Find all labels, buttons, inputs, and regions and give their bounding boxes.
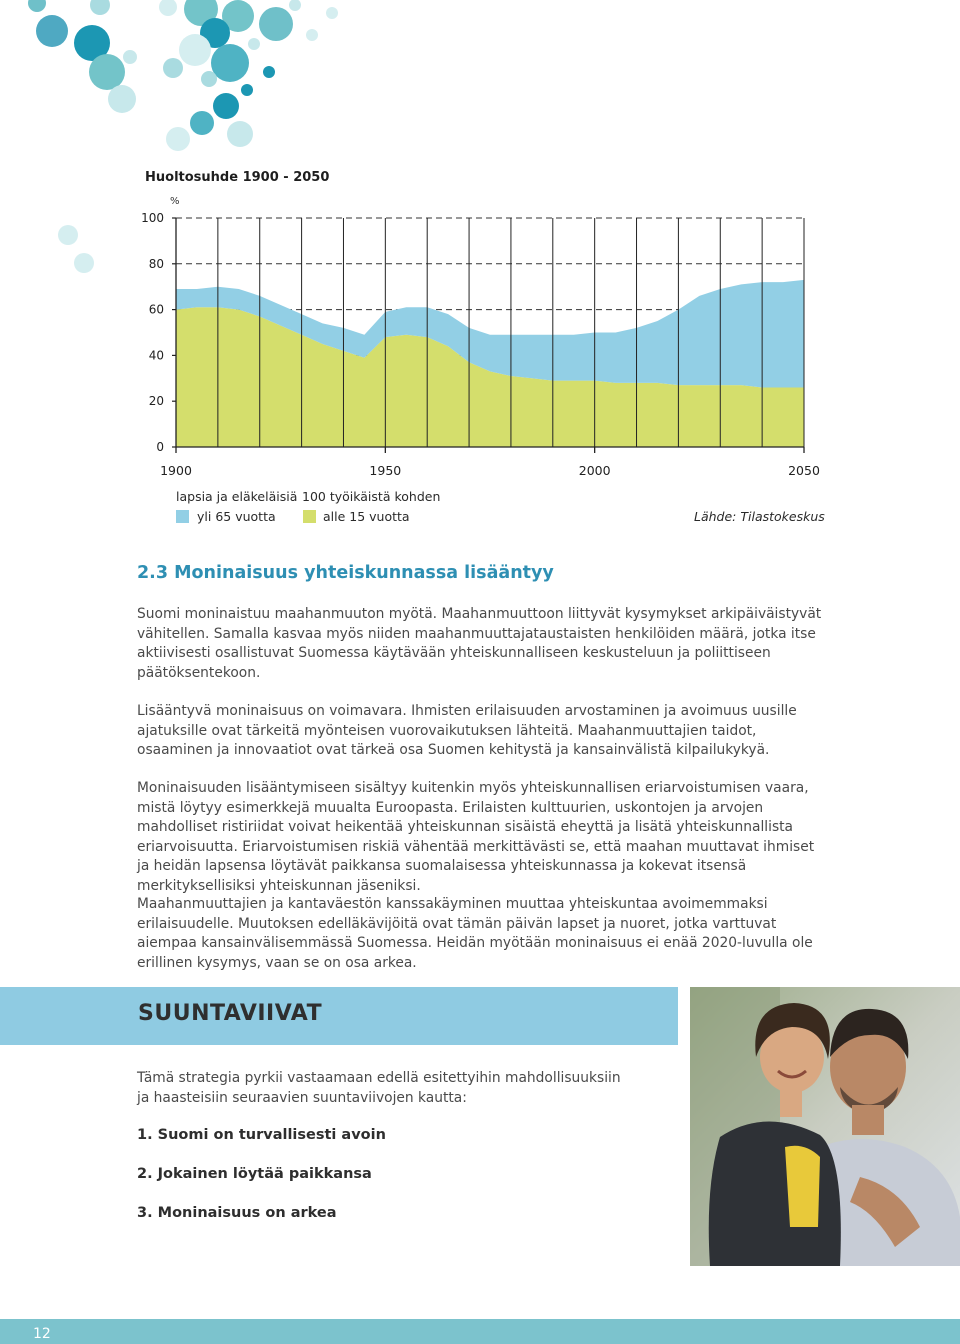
guidelines-intro: Tämä strategia pyrkii vastaamaan edellä esitettyihin mahdollisuuksiin ja haasteisiin seuraavien suuntaviivojen kautta: xyxy=(137,1070,621,1106)
paragraph-4: Maahanmuuttajien ja kantaväestön kanssakäyminen muuttaa yhteiskuntaa avoimemmaksi erilaisuudelle. Muutoksen edelläkävijöitä ovat tämän päivän lapset ja nuoret, jotka varttuvat aiempaa kansainvälisemmässä Suomessa. Heidän myötään moninaisuus ei enää 2020-luvulla ole erillinen kysymys, vaan se on osa arkea. xyxy=(137,896,813,971)
x-tick-label-2050: 2050 xyxy=(788,463,820,478)
photo-illustration xyxy=(690,987,960,1266)
page-number: 12 xyxy=(33,1326,51,1342)
x-tick-label-1900: 1900 xyxy=(160,463,192,478)
legend-swatch-under-15 xyxy=(303,510,316,523)
dependency-ratio-chart xyxy=(138,190,828,490)
footer-bar xyxy=(0,1319,960,1344)
y-tick-label-20: 20 xyxy=(148,394,164,409)
x-tick-label-1950: 1950 xyxy=(369,463,402,478)
legend-label-under-15: alle 15 vuotta xyxy=(323,509,410,524)
guideline-item-2: 2. Jokainen löytää paikkansa xyxy=(137,1166,372,1182)
paragraph-1: Suomi moninaistuu maahanmuuton myötä. Maahanmuuttoon liittyvät kysymykset arkipäiväistyvät vähitellen. Samalla kasvaa myös niiden maahanmuuttajataustaisten henkilöiden määrä, jotka itse aktiivisesti osallistuvat Suomessa käytävään yhteiskunnalliseen keskusteluun ja poliittiseen päätöksentekoon. xyxy=(137,606,822,681)
guideline-item-3: 3. Moninaisuus on arkea xyxy=(137,1205,337,1221)
guidelines-title: SUUNTAVIIVAT xyxy=(138,1001,323,1026)
guidelines-band xyxy=(0,987,678,1045)
chart-source: Lähde: Tilastokeskus xyxy=(694,509,825,524)
legend-heading-1: lapsia ja eläkeläisiä xyxy=(176,489,298,504)
y-tick-label-60: 60 xyxy=(148,302,164,317)
y-tick-label-40: 40 xyxy=(148,348,164,363)
y-axis-unit: % xyxy=(170,196,180,207)
chart-title: Huoltosuhde 1900 - 2050 xyxy=(145,170,330,185)
legend-swatch-over-65 xyxy=(176,510,189,523)
paragraph-3: Moninaisuuden lisääntymiseen sisältyy kuitenkin myös yhteiskunnallisen eriarvoistumisen vaara, mistä löytyy esimerkkejä muualta Euroopasta. Erilaisten kulttuurien, uskontojen ja arvojen mahdolliset ristiriidat voivat heikentää yhteiskunnan sisäistä eheyttä ja lisätä yhteiskunnallista eriarvoisuutta. Eriarvoistumisen riskiä vähentää merkittävästi se, että maahan muuttavat ihmiset ja heidän lapsensa löytävät paikkansa suomalaisessa yhteiskunnassa ja kokevat itsensä merkityksellisiksi yhteiskunnan jäseniksi. xyxy=(137,780,815,894)
paragraph-2: Lisääntyvä moninaisuus on voimavara. Ihmisten erilaisuuden arvostaminen ja avoimuus uusille ajatuksille ovat tärkeitä myönteisen vuorovaikutuksen lähteitä. Maahanmuuttajien taidot, osaaminen ja innovaatiot ovat tärkeä osa Suomen kehitystä ja kansainvälistä kilpailukykyä. xyxy=(137,703,797,758)
y-tick-label-80: 80 xyxy=(148,256,164,271)
chart-areas xyxy=(176,280,804,447)
guideline-item-1: 1. Suomi on turvallisesti avoin xyxy=(137,1127,386,1143)
legend-label-over-65: yli 65 vuotta xyxy=(197,509,276,524)
section-heading: 2.3 Moninaisuus yhteiskunnassa lisääntyy xyxy=(137,563,554,583)
y-tick-label-100: 100 xyxy=(141,211,164,225)
photo-father-and-son xyxy=(690,987,960,1266)
legend-heading-2: 100 työikäistä kohden xyxy=(302,489,441,504)
x-tick-label-2000: 2000 xyxy=(578,463,611,478)
y-tick-label-0: 0 xyxy=(156,440,164,454)
